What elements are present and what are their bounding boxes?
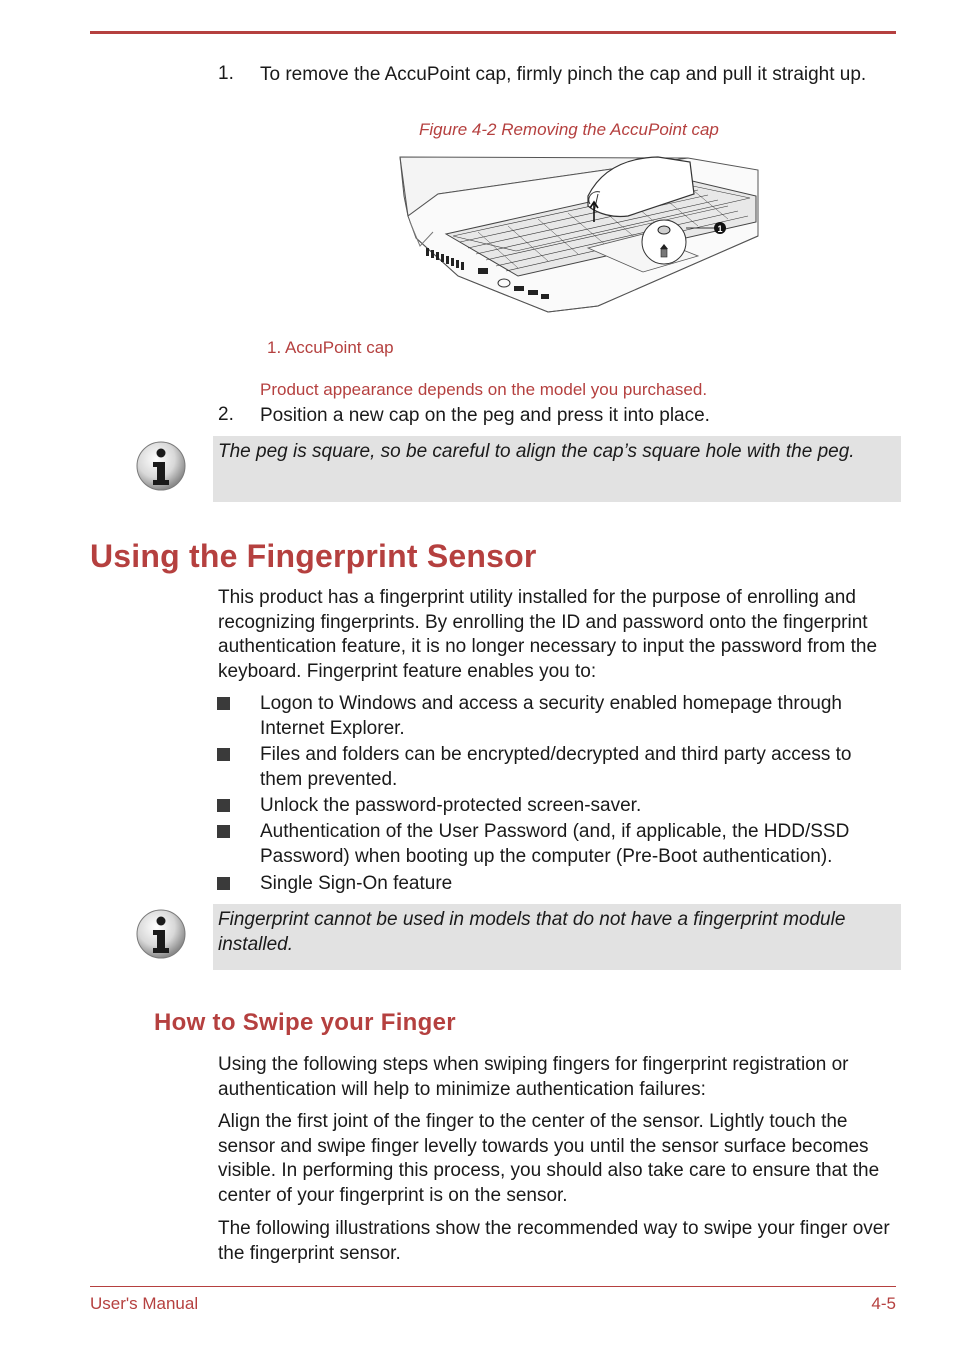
figure-legend: 1. AccuPoint cap bbox=[267, 338, 394, 357]
step-2-number: 2. bbox=[218, 404, 234, 425]
square-bullet bbox=[217, 748, 230, 761]
step-2-text: Position a new cap on the peg and press it into place. bbox=[260, 405, 710, 426]
footer-rule bbox=[90, 1286, 896, 1287]
section-title: Using the Fingerprint Sensor bbox=[90, 538, 537, 574]
feature-item: Authentication of the User Password (and, if applicable, the HDD/SSD Password) when booting up the computer (Pre-Boot authentication). bbox=[260, 821, 850, 867]
square-bullet bbox=[217, 799, 230, 812]
laptop-illustration bbox=[398, 156, 760, 314]
subsection-paragraph: Align the first joint of the finger to the center of the sensor. Lightly touch the sensor and swipe finger levelly towards you until the sensor surface becomes visible. In performing this process, you should also take care to ensure that the center of your fingerprint is on the sensor. bbox=[218, 1111, 880, 1206]
feature-item: Single Sign-On feature bbox=[260, 873, 453, 894]
subsection-paragraph: The following illustrations show the recommended way to swipe your finger over the fingerprint sensor. bbox=[218, 1218, 890, 1264]
feature-item: Files and folders can be encrypted/decrypted and third party access to them prevented. bbox=[260, 744, 852, 790]
note-fingerprint-module: Fingerprint cannot be used in models that do not have a fingerprint module installed. bbox=[213, 904, 901, 970]
feature-item: Logon to Windows and access a security enabled homepage through Internet Explorer. bbox=[260, 693, 842, 739]
step-1-number: 1. bbox=[218, 63, 234, 84]
section-intro: This product has a fingerprint utility installed for the purpose of enrolling and recognizing fingerprints. By enrolling the ID and password onto the fingerprint authentication feature, it is no longer necessary to input the password from the keyboard. Fingerprint feature enables you to: bbox=[218, 587, 878, 682]
subsection-title: How to Swipe your Finger bbox=[154, 1009, 456, 1036]
subsection-paragraph: Using the following steps when swiping fingers for fingerprint registration or authentication will help to minimize authentication failures: bbox=[218, 1054, 849, 1100]
info-icon bbox=[135, 908, 187, 960]
callout-marker: 1 bbox=[717, 224, 723, 234]
note-peg: The peg is square, so be careful to align the cap’s square hole with the peg. bbox=[213, 436, 901, 502]
page-number: 4-5 bbox=[871, 1294, 896, 1313]
square-bullet bbox=[217, 697, 230, 710]
feature-item: Unlock the password-protected screen-saver. bbox=[260, 795, 642, 816]
figure-caption: Figure 4-2 Removing the AccuPoint cap bbox=[419, 120, 719, 139]
figure-note: Product appearance depends on the model you purchased. bbox=[260, 380, 708, 399]
square-bullet bbox=[217, 825, 230, 838]
footer-title: User's Manual bbox=[90, 1294, 199, 1313]
info-icon bbox=[135, 440, 187, 492]
header-rule bbox=[90, 31, 896, 34]
square-bullet bbox=[217, 877, 230, 890]
step-1-text: To remove the AccuPoint cap, firmly pinch the cap and pull it straight up. bbox=[260, 64, 867, 85]
